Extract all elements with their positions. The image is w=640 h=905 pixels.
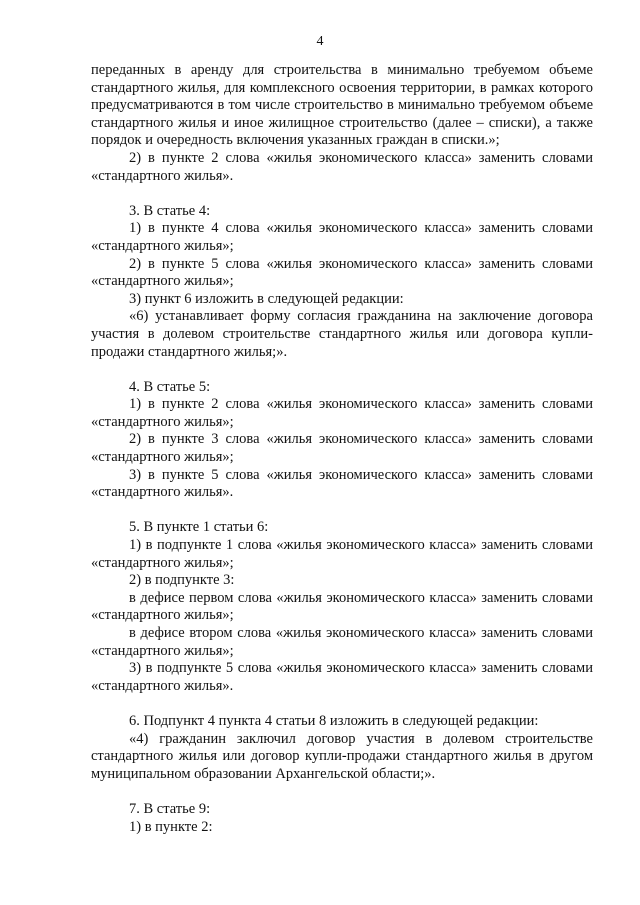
paragraph: «6) устанавливает форму согласия гражданина на заключение договора участия в долевом строительстве стандартного жилья или договора купли-продажи стандартного жилья;».: [91, 308, 593, 360]
paragraph: 2) в подпункте 3:: [129, 572, 235, 589]
paragraph: «4) гражданин заключил договор участия в долевом строительстве стандартного жилья или договор купли-продажи стандартного жилья в другом муниципальном образовании Архангельской области;».: [91, 730, 593, 782]
paragraph: переданных в аренду для строительства в минимально требуемом объеме стандартного жилья, для комплексного освоения территории, в рамках которого предусматриваются в том числе строительство в минимально требуемом объеме стандартного жилья и иное жилищное строительство (далее – списки), а также порядок и очередность включения указанных граждан в списки.»;: [91, 62, 593, 149]
paragraph: 2) в пункте 3 слова «жилья экономического класса» заменить словами «стандартного жилья»;: [91, 431, 593, 466]
paragraph: 1) в пункте 4 слова «жилья экономического класса» заменить словами «стандартного жилья»;: [91, 220, 593, 254]
paragraph: 3) в подпункте 5 слова «жилья экономического класса» заменить словами «стандартного жилья».: [91, 660, 593, 694]
section-heading: 3. В статье 4:: [129, 202, 211, 219]
page-number: 4: [316, 34, 324, 49]
paragraph: 2) в пункте 5 слова «жилья экономического класса» заменить словами «стандартного жилья»;: [91, 255, 593, 290]
paragraph: в дефисе втором слова «жилья экономического класса» заменить словами «стандартного жилья»;: [91, 625, 593, 659]
paragraph: 2) в пункте 2 слова «жилья экономического класса» заменить словами «стандартного жилья».: [91, 149, 593, 184]
paragraph: 1) в пункте 2 слова «жилья экономического класса» заменить словами «стандартного жилья»;: [91, 396, 593, 430]
paragraph: 1) в подпункте 1 слова «жилья экономического класса» заменить словами «стандартного жилья»;: [91, 537, 593, 571]
paragraph: 3) в пункте 5 слова «жилья экономического класса» заменить словами «стандартного жилья».: [91, 466, 593, 501]
section-heading: 5. В пункте 1 статьи 6:: [129, 519, 269, 536]
paragraph: в дефисе первом слова «жилья экономического класса» заменить словами «стандартного жилья»;: [91, 589, 593, 624]
section-heading: 6. Подпункт 4 пункта 4 статьи 8 изложить в следующей редакции:: [129, 712, 539, 729]
paragraph: 1) в пункте 2:: [129, 818, 213, 835]
section-heading: 7. В статье 9:: [129, 800, 211, 817]
document-body: [91, 62, 593, 836]
section-heading: 4. В статье 5:: [129, 378, 211, 395]
paragraph: 3) пункт 6 изложить в следующей редакции:: [129, 290, 404, 307]
